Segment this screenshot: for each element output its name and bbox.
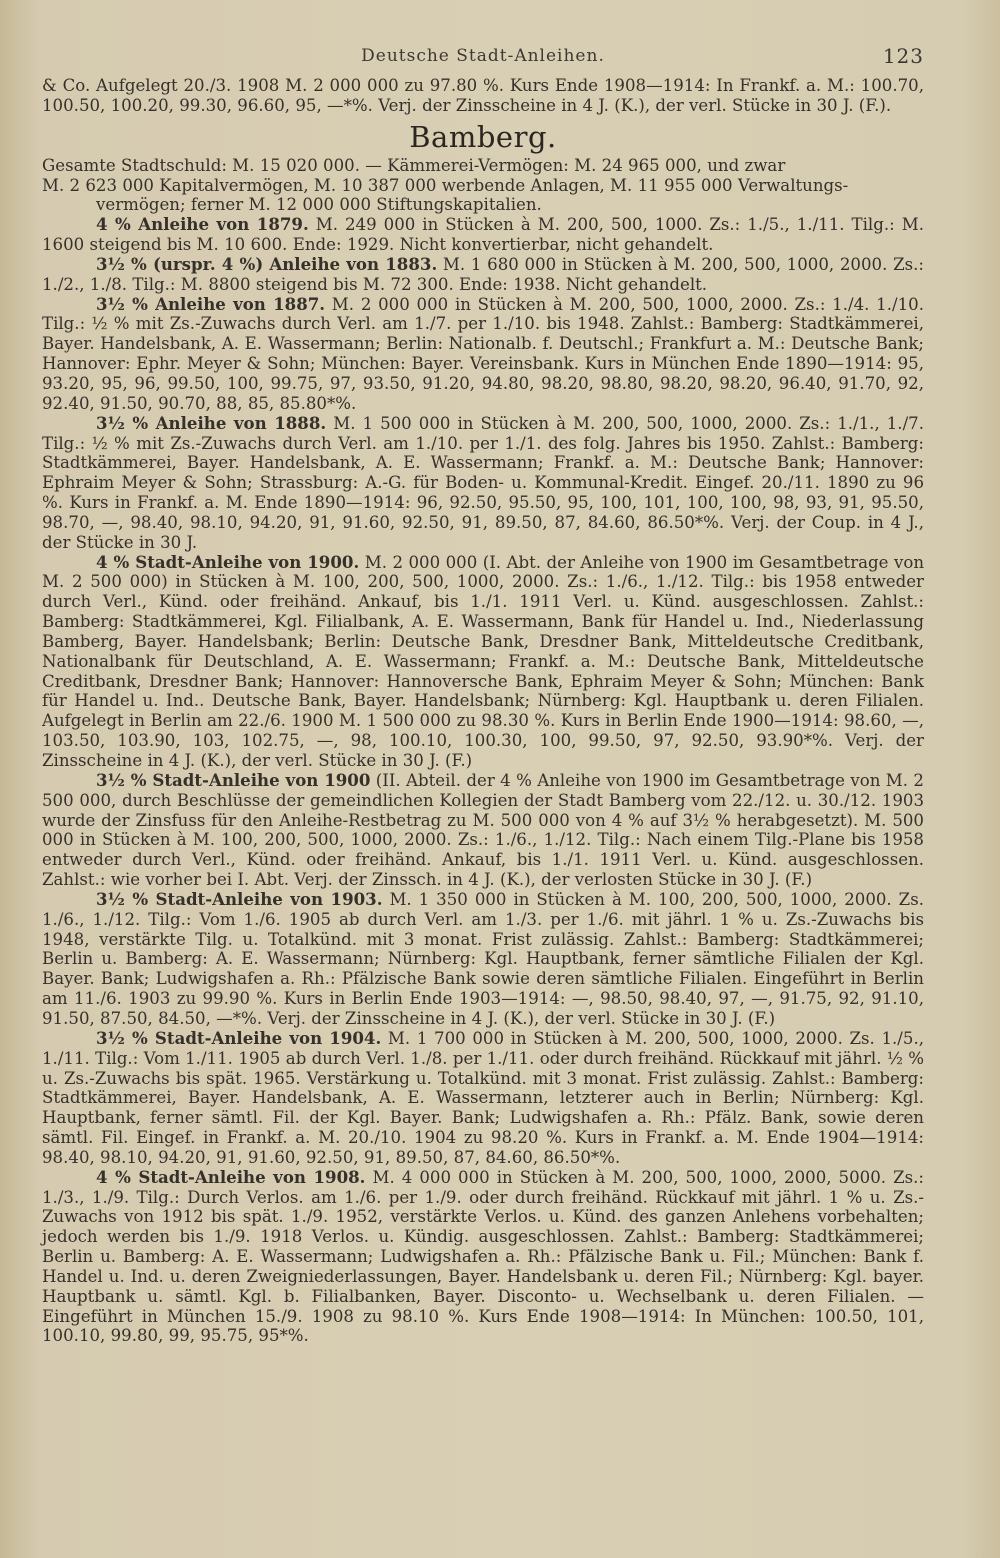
loan-entry	[42, 255, 924, 295]
loan-details: M. 2 000 000 in Stücken à M. 200, 500, 1000, 2000. Zs.: 1./4. 1./10. Tilg.: ½ % mit Zs.-Zuwachs durch Verl. am 1./7. per 1./10. bis 1948. Zahlst.: Bamberg: Stadtkämmerei, Bayer. Handelsbank, A. E. Wassermann; Berlin: Nationalb. f. Deutschl.; Frankfurt a. M.: Deutsche Bank; Hannover: Ephr. Meyer & Sohn; München: Bayer. Vereinsbank. Kurs in München Ende 1890—1914: 95, 93.20, 95, 96, 99.50, 100, 99.75, 97, 93.50, 91.20, 94.80, 98.20, 98.80, 98.20, 98.20, 96.40, 91.70, 92, 92.40, 91.50, 90.70, 88, 85, 85.80*%.	[42, 294, 924, 413]
loan-heading: 3½ % Stadt-Anleihe von 1903.	[96, 888, 383, 909]
loan-details: (II. Abteil. der 4 % Anleihe von 1900 im Gesamtbetrage von M. 2 500 000, durch Beschlüsse der gemeindlichen Kollegien der Stadt Bamberg vom 22./12. u. 30./12. 1903 wurde der Zinsfuss für den Anleihe-Restbetrag zu M. 500 000 von 4 % auf 3½ % herabgesetzt). M. 500 000 in Stücken à M. 100, 200, 500, 1000, 2000. Zs.: 1./6., 1./12. Tilg.: Nach einem Tilg.-Plane bis 1958 entweder durch Verl., Künd. oder freihänd. Ankauf, bis 1./1. 1911 Verl. u. Künd. ausgeschlossen. Zahlst.: wie vorher bei I. Abt. Verj. der Zinssch. in 4 J. (K.), der verlosten Stücke in 30 J. (F.)	[42, 770, 924, 890]
body-text	[42, 76, 924, 1346]
loan-heading: 4 % Stadt-Anleihe von 1900.	[96, 551, 360, 572]
loan-entry	[42, 890, 924, 1029]
intro-paragraph: & Co. Aufgelegt 20./3. 1908 M. 2 000 000 zu 97.80 %. Kurs Ende 1908—1914: In Frankf. a. M.: 100.70, 100.50, 100.20, 99.30, 96.60, 95, —*%. Verj. der Zinsscheine in 4 J. (K.), der verl. Stücke in 30 J. (F.).	[42, 76, 924, 115]
loan-entry	[42, 553, 924, 771]
section-title: Bamberg.	[409, 119, 557, 154]
loan-heading: 3½ % Anleihe von 1888.	[96, 412, 327, 433]
loan-heading: 3½ % Stadt-Anleihe von 1904.	[96, 1027, 382, 1048]
loan-heading: 4 % Anleihe von 1879.	[96, 214, 309, 235]
loan-entry	[42, 295, 924, 414]
loan-details: M. 1 350 000 in Stücken à M. 100, 200, 500, 1000, 2000. Zs. 1./6., 1./12. Tilg.: Vom 1./6. 1905 ab durch Verl. am 1./3. per 1./6. mit jährl. 1 % u. Zs.-Zuwachs bis 1948, verstärkte Tilg. u. Totalkünd. mit 3 monat. Frist zulässig. Zahlst.: Bamberg: Stadtkämmerei; Berlin u. Bamberg: A. E. Wassermann; Nürnberg: Kgl. Hauptbank, ferner sämtliche Filialen der Kgl. Bayer. Bank; Ludwigshafen a. Rh.: Pfälzische Bank sowie deren sämtliche Filialen. Eingeführt in Berlin am 11./6. 1903 zu 99.90 %. Kurs in Berlin Ende 1903—1914: —, 98.50, 98.40, 97, —, 91.75, 92, 91.10, 91.50, 87.50, 84.50, —*%. Verj. der Zinsscheine in 4 J. (K.), der verl. Stücke in 30 J. (F.)	[42, 889, 924, 1028]
page-number: 123	[882, 44, 924, 68]
loan-entry	[42, 771, 924, 890]
loan-heading: 3½ % (urspr. 4 %) Anleihe von 1883.	[96, 253, 438, 274]
loan-entry	[42, 414, 924, 553]
loan-details: M. 1 680 000 in Stücken à M. 200, 500, 1000, 2000. Zs.: 1./2., 1./8. Tilg.: M. 8800 steigend bis M. 72 300. Ende: 1938. Nicht gehandelt.	[42, 254, 924, 294]
running-header	[42, 40, 924, 76]
loan-details: M. 2 000 000 (I. Abt. der Anleihe von 1900 im Gesamtbetrage von M. 2 500 000) in Stücken à M. 100, 200, 500, 1000, 2000. Zs.: 1./6., 1./12. Tilg.: bis 1958 entweder durch Verl., Künd. oder freihänd. Ankauf, bis 1./1. 1911 Verl. u. Künd. ausgeschlossen. Zahlst.: Bamberg: Stadtkämmerei, Kgl. Filialbank, A. E. Wassermann, Bank für Handel u. Ind., Niederlassung Bamberg, Bayer. Handelsbank; Berlin: Deutsche Bank, Dresdner Bank, Mitteldeutsche Creditbank, Nationalbank für Deutschland, A. E. Wassermann; Frankf. a. M.: Deutsche Bank, Mitteldeutsche Creditbank, Dresdner Bank; Hannover: Hannoversche Bank, Ephraim Meyer & Sohn; München: Bank für Handel u. Ind.. Deutsche Bank, Bayer. Handelsbank; Nürnberg: Kgl. Hauptbank u. deren Filialen. Aufgelegt in Berlin am 22./6. 1900 M. 1 500 000 zu 98.30 %. Kurs in Berlin Ende 1900—1914: 98.60, —, 103.50, 103.90, 103, 102.75, —, 98, 100.10, 100.30, 100, 99.50, 97, 92.50, 93.90*%. Verj. der Zinsscheine in 4 J. (K.), der verl. Stücke in 30 J. (F.)	[42, 552, 925, 770]
loan-entry	[42, 215, 924, 255]
loan-details: M. 1 500 000 in Stücken à M. 200, 500, 1000, 2000. Zs.: 1./1., 1./7. Tilg.: ½ % mit Zs.-Zuwachs durch Verl. am 1./10. per 1./1. des folg. Jahres bis 1950. Zahlst.: Bamberg: Stadtkämmerei, Bayer. Handelsbank, A. E. Wassermann; Frankf. a. M.: Deutsche Bank; Hannover: Ephraim Meyer & Sohn; Strassburg: A.-G. für Boden- u. Kommunal-Kredit. Eingef. 20./11. 1890 zu 96 %. Kurs in Frankf. a. M. Ende 1890—1914: 96, 92.50, 95.50, 95, 100, 101, 100, 100, 98, 93, 91, 95.50, 98.70, —, 98.40, 98.10, 94.20, 91, 91.60, 92.50, 91, 89.50, 87, 84.60, 86.50*%. Verj. der Coup. in 4 J., der Stücke in 30 J.	[42, 413, 924, 552]
loan-heading: 3½ % Anleihe von 1887.	[96, 293, 326, 314]
loan-entry	[42, 1029, 924, 1168]
city-debt-line-2: M. 2 623 000 Kapitalvermögen, M. 10 387 000 werbende Anlagen, M. 11 955 000 Verwaltungs-	[42, 175, 849, 195]
loan-details: M. 1 700 000 in Stücken à M. 200, 500, 1000, 2000. Zs. 1./5., 1./11. Tilg.: Vom 1./11. 1905 ab durch Verl. 1./8. per 1./11. oder durch freihänd. Rückkauf mit jährl. ½ % u. Zs.-Zuwachs bis spät. 1965. Verstärkung u. Totalkünd. mit 3 monat. Frist zulässig. Zahlst.: Bamberg: Stadtkämmerei, Bayer. Handelsbank, A. E. Wassermann, letzterer auch in Berlin; Nürnberg: Kgl. Hauptbank, ferner sämtl. Fil. der Kgl. Bayer. Bank; Ludwigshafen a. Rh.: Pfälz. Bank, sowie deren sämtl. Fil. Eingef. in Frankf. a. M. 20./10. 1904 zu 98.20 %. Kurs in Frankf. a. M. Ende 1904—1914: 98.40, 98.10, 94.20, 91, 91.60, 92.50, 91, 89.50, 87, 84.60, 86.50*%.	[42, 1028, 924, 1167]
loan-heading: 4 % Stadt-Anleihe von 1908.	[96, 1166, 366, 1187]
city-debt-line-1: Gesamte Stadtschuld: M. 15 020 000. — Kämmerei-Vermögen: M. 24 965 000, und zwar	[42, 155, 786, 175]
loan-entry	[42, 1168, 924, 1347]
loan-details: M. 249 000 in Stücken à M. 200, 500, 1000. Zs.: 1./5., 1./11. Tilg.: M. 1600 steigend bis M. 10 600. Ende: 1929. Nicht konvertierbar, nicht gehandelt.	[42, 215, 924, 255]
running-header-title: Deutsche Stadt-Anleihen.	[361, 46, 605, 66]
loan-heading: 3½ % Stadt-Anleihe von 1900	[96, 769, 371, 790]
loan-details: M. 4 000 000 in Stücken à M. 200, 500, 1000, 2000, 5000. Zs.: 1./3., 1./9. Tilg.: Durch Verlos. am 1./6. per 1./9. oder durch freihänd. Rückkauf mit jährl. 1 % u. Zs.-Zuwachs von 1912 bis spät. 1./9. 1952, verstärkte Verlos. u. Künd. des ganzen Anlehens vorbehalten; jedoch werden bis 1./9. 1918 Verlos. u. Kündig. ausgeschlossen. Zahlst.: Bamberg: Stadtkämmerei; Berlin u. Bamberg: A. E. Wassermann; Ludwigshafen a. Rh.: Pfälzische Bank u. Fil.; München: Bank f. Handel u. Ind. u. deren Zweigniederlassungen, Bayer. Handelsbank u. deren Fil.; Nürnberg: Kgl. bayer. Hauptbank u. sämtl. Kgl. b. Filialbanken, Bayer. Disconto- u. Wechselbank u. deren Filialen. — Eingeführt in München 15./9. 1908 zu 98.10 %. Kurs Ende 1908—1914: In München: 100.50, 101, 100.10, 99.80, 99, 95.75, 95*%.	[42, 1167, 924, 1346]
city-debt-line-3: vermögen; ferner M. 12 000 000 Stiftungskapitalien.	[96, 195, 542, 215]
